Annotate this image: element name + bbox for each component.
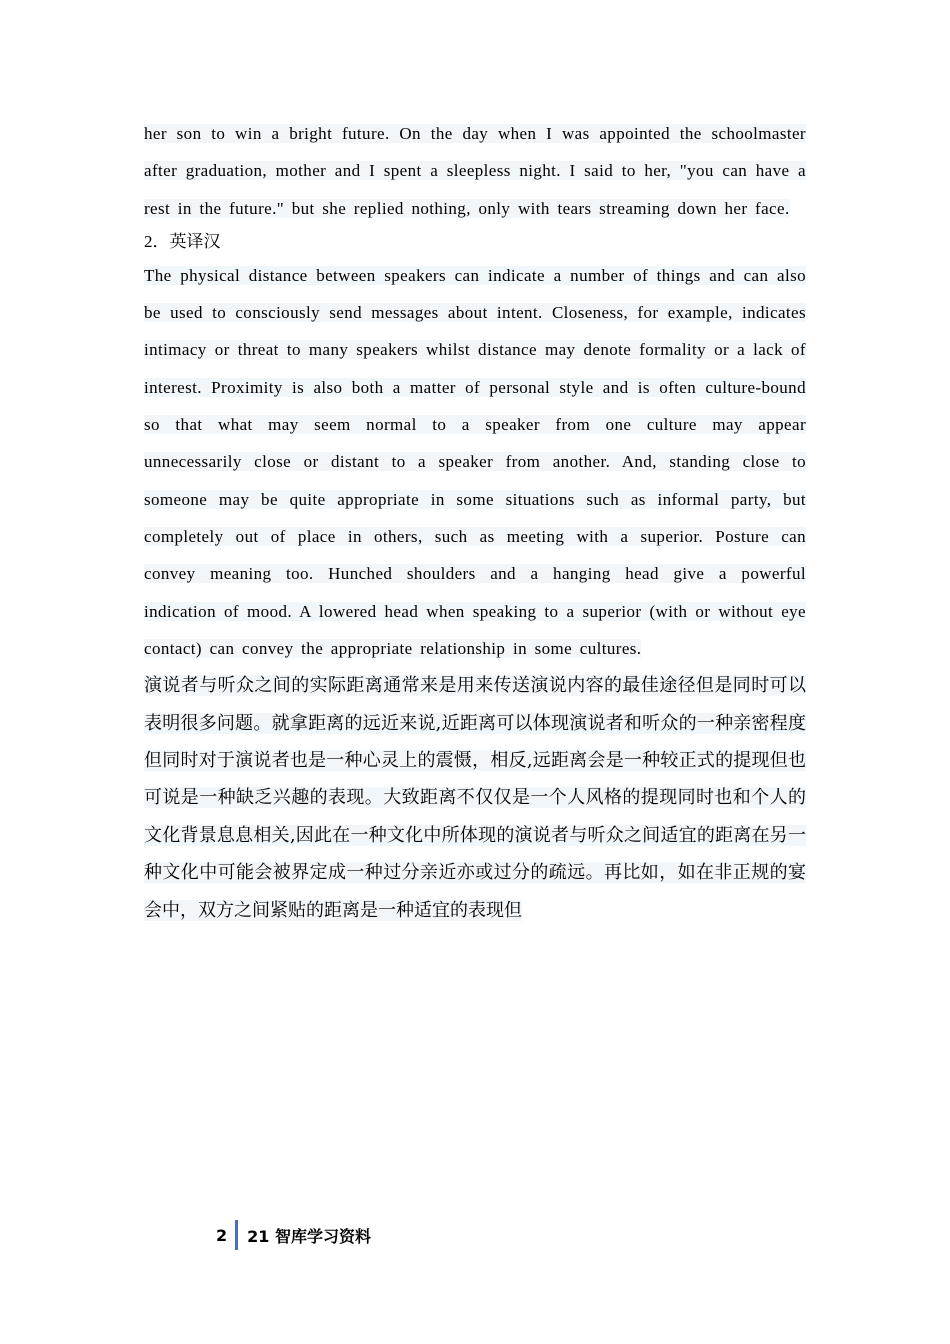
footer-divider bbox=[235, 1220, 238, 1250]
english-paragraph-continued bbox=[144, 115, 806, 227]
section-heading: 2．英译汉 bbox=[144, 231, 221, 251]
page-number: 2 bbox=[216, 1225, 228, 1245]
footer-label: 21 智库学习资料 bbox=[247, 1226, 371, 1246]
chinese-translation-paragraph bbox=[144, 667, 806, 929]
page-footer bbox=[216, 1220, 371, 1250]
document-body bbox=[144, 115, 806, 929]
english-source-paragraph bbox=[144, 257, 806, 667]
paragraph-text: her son to win a bright future. On the day when I was appointed the schoolmaster after graduation, mother and I spent a sleepless night. I said to her, "you can have a rest in the future." but she replied nothing, only with tears streaming down her face. bbox=[144, 124, 806, 218]
paragraph-text: The physical distance between speakers can indicate a number of things and can also be used to consciously send messages about intent. Closeness, for example, indicates intimacy or threat to many speakers whilst distance may denote formality or a lack of interest. Proximity is also both a matter of personal style and is often culture-bound so that what may seem normal to a speaker from one culture may appear unnecessarily close or distant to a speaker from another. And, standing close to someone may be quite appropriate in some situations such as informal party, but completely out of place in others, such as meeting with a superior. Posture can convey meaning too. Hunched shoulders and a hanging head give a powerful indication of mood. A lowered head when speaking to a superior (with or without eye contact) can convey the appropriate relationship in some cultures. bbox=[144, 265, 806, 658]
paragraph-text: 演说者与听众之间的实际距离通常来是用来传送演说内容的最佳途径但是同时可以表明很多问题。就拿距离的远近来说,近距离可以体现演说者和听众的一种亲密程度但同时对于演说者也是一种心灵上的震慑，相反,远距离会是一种较正式的提现但也可说是一种缺乏兴趣的表现。大致距离不仅仅是一个人风格的提现同时也和个人的文化背景息息相关,因此在一种文化中所体现的演说者与听众之间适宜的距离在另一种文化中可能会被界定成一种过分亲近亦或过分的疏远。再比如，如在非正规的宴会中，双方之间紧贴的距离是一种适宜的表现但 bbox=[144, 675, 806, 921]
